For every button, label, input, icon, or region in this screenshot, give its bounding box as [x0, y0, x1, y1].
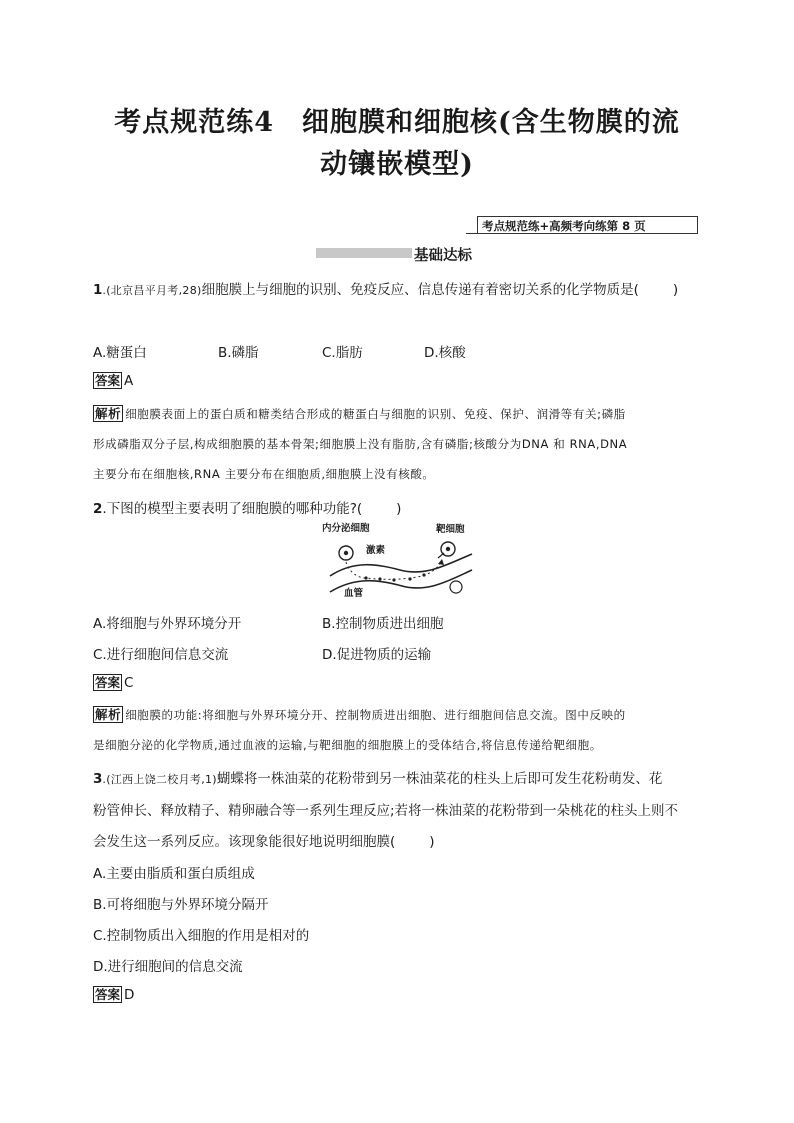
arrow-head: [438, 559, 444, 565]
label-endocrine-cell: 内分泌细胞: [322, 523, 370, 534]
q2-close: ): [396, 501, 402, 517]
page-title-line-2: 动镶嵌模型): [320, 149, 474, 180]
q1-answer-value: A: [124, 373, 134, 389]
hormone-transport-diagram: [322, 520, 476, 599]
q1-option-b: B.磷脂: [218, 345, 259, 361]
q1-source: .(北京昌平月考,28): [102, 284, 202, 297]
q1-option-c: C.脂肪: [322, 345, 363, 361]
q3-number: 3: [93, 771, 103, 787]
q3-option-b: B.可将细胞与外界环境分隔开: [93, 897, 269, 913]
label-hormone: 激素: [366, 545, 386, 556]
q3-source: .(江西上饶二校月考,1): [102, 773, 217, 786]
page-reference-tag: 考点规范练+高频考向练第 8 页: [477, 216, 698, 234]
endocrine-nucleus: [344, 551, 348, 555]
q2-answer-label: 答案: [95, 675, 121, 690]
q1-answer-label: 答案: [95, 373, 121, 388]
q1-explanation-line-1: 解析 细胞膜表面上的蛋白质和糖类结合形成的糖蛋白与细胞的识别、免疫、保护、润滑等有关;磷脂: [95, 406, 626, 421]
q3-option-d: D.进行细胞间的信息交流: [93, 959, 243, 975]
q2-stem-text: .下图的模型主要表明了细胞膜的哪种功能?(: [102, 501, 363, 517]
q2-answer-value: C: [124, 675, 134, 691]
label-target-cell: 靶细胞: [436, 524, 465, 535]
q1-stem-text: 细胞膜上与细胞的识别、免疫反应、信息传递有着密切关系的化学物质是(: [201, 282, 639, 298]
hormone-path: [346, 560, 442, 579]
q1-stem: [93, 278, 678, 298]
q2-expl-label: 解析: [95, 707, 122, 722]
q2-explanation-line-1: 解析 细胞膜的功能:将细胞与外界环境分开、控制物质进出细胞、进行细胞间信息交流。图中反映的: [95, 707, 626, 722]
q2-answer: [93, 674, 133, 691]
other-cell-shape: [450, 581, 462, 593]
q3-option-a: A.主要由脂质和蛋白质组成: [93, 866, 255, 882]
q2-explanation-line-2: 是细胞分泌的化学物质,通过血液的运输,与靶细胞的细胞膜上的受体结合,将信息传递给靶细胞。: [93, 738, 602, 752]
q1-answer: [93, 372, 133, 389]
q2-number: 2: [93, 501, 103, 517]
section-bar: [316, 248, 412, 258]
section-title: 基础达标: [414, 248, 472, 264]
q3-answer-label: 答案: [95, 987, 121, 1002]
q3-stem-line-1: 3.(江西上饶二校月考,1)蝴蝶将一株油菜的花粉带到另一株油菜花的柱头上后即可发生花粉萌发、花: [93, 771, 663, 787]
arrow-line: [438, 553, 444, 558]
page-title-line-1: 考点规范练4 细胞膜和细胞核(含生物膜的流: [114, 107, 680, 138]
q2-option-a: A.将细胞与外界环境分开: [93, 616, 242, 632]
q1-option-d: D.核酸: [424, 345, 466, 361]
q2-option-b: B.控制物质进出细胞: [322, 616, 444, 632]
q3-answer: [93, 986, 134, 1003]
q1-explanation-line-3: 主要分布在细胞核,RNA 主要分布在细胞质,细胞膜上没有核酸。: [93, 467, 435, 481]
q2-option-c: C.进行细胞间信息交流: [93, 647, 229, 663]
q1-number: 1: [93, 282, 103, 298]
q2-option-d: D.促进物质的运输: [322, 647, 432, 663]
q3-close: ): [429, 834, 435, 850]
q1-option-a: A.糖蛋白: [93, 345, 147, 361]
q1-close: ): [672, 282, 679, 298]
q1-explanation-line-2: 形成磷脂双分子层,构成细胞膜的基本骨架;细胞膜上没有脂肪,含有磷脂;核酸分为DNA 和 RNA,DNA: [93, 437, 628, 451]
target-nucleus: [446, 547, 450, 551]
q3-option-c: C.控制物质出入细胞的作用是相对的: [93, 928, 310, 944]
q2-stem: [93, 497, 401, 517]
label-blood-vessel: 血管: [344, 588, 364, 599]
q1-expl-label: 解析: [95, 406, 122, 421]
q3-stem-line-2: 粉管伸长、释放精子、精卵融合等一系列生理反应;若将一株油菜的花粉带到一朵桃花的柱头上则不: [93, 803, 679, 819]
q3-answer-value: D: [124, 987, 135, 1003]
q3-stem-line-3: 会发生这一系列反应。该现象能很好地说明细胞膜( ): [93, 834, 435, 850]
